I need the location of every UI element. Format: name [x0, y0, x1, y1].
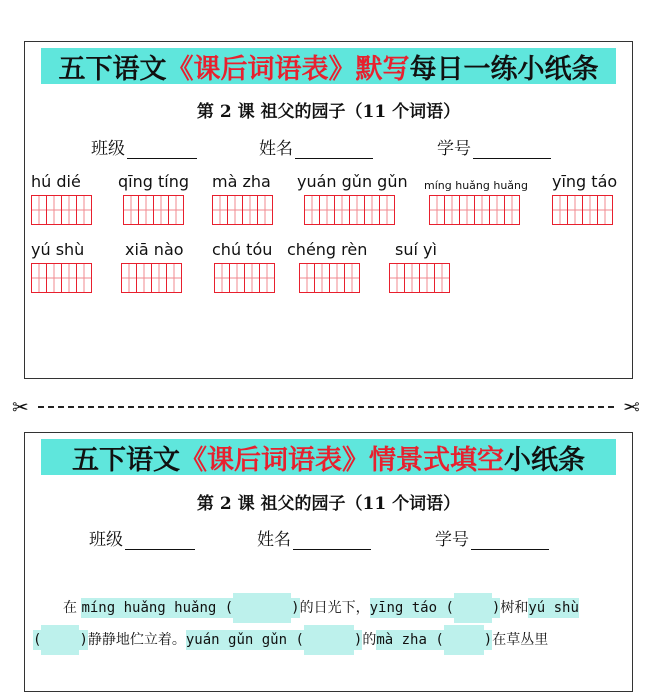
class-label: 班级: [89, 530, 123, 550]
pinyin-prompt: míng huǎng huǎng ( ): [81, 598, 299, 618]
text-segment: 静静地伫立着。: [87, 632, 186, 648]
writing-grid[interactable]: [31, 195, 91, 225]
fill-in-card: [24, 432, 633, 692]
lesson-subtitle: 第 2 课 祖父的园子（11 个词语）: [196, 494, 461, 514]
class-field[interactable]: [89, 525, 195, 550]
class-field[interactable]: [91, 134, 197, 159]
writing-grid[interactable]: [429, 195, 528, 225]
word-entry: [31, 173, 91, 225]
pinyin-label: yīng táo: [552, 172, 618, 191]
text-segment: 的日光下，: [299, 600, 370, 616]
dictation-card: [24, 41, 633, 379]
word-entry: [212, 173, 272, 225]
student-id-label: 学号: [435, 530, 469, 550]
card-title: [41, 48, 616, 84]
writing-grid[interactable]: [552, 195, 617, 225]
name-field[interactable]: [259, 134, 373, 159]
student-id-label: 学号: [437, 139, 471, 159]
name-field[interactable]: [257, 525, 371, 550]
writing-grid[interactable]: [212, 195, 272, 225]
lesson-subtitle: 第 2 课 祖父的园子（11 个词语）: [196, 102, 461, 122]
pinyin-label: chú tóu: [212, 240, 273, 259]
pinyin-prompt: yīng táo ( ): [370, 598, 501, 618]
writing-grid[interactable]: [299, 263, 367, 293]
pinyin-prompt: yuán gǔn gǔn ( ): [186, 630, 362, 650]
title-book: 《课后词语表》: [166, 53, 356, 85]
writing-grid[interactable]: [31, 263, 91, 293]
answer-blank[interactable]: [233, 593, 291, 623]
pinyin-label: chéng rèn: [287, 240, 368, 259]
class-label: 班级: [91, 139, 125, 159]
pinyin-label: xiā nào: [125, 240, 184, 259]
pinyin-prompt: mà zha ( ): [376, 630, 492, 650]
word-entry: [287, 241, 367, 293]
text-segment: 在草丛里: [492, 632, 549, 648]
answer-blank[interactable]: [41, 625, 79, 655]
pinyin-prompt: yú shù: [528, 600, 579, 616]
title-book: 《课后词语表》: [180, 444, 369, 476]
pinyin-prompt: ( ): [33, 630, 88, 650]
writing-grid[interactable]: [389, 263, 449, 293]
text-segment: 树和: [500, 600, 529, 616]
text-segment: 的: [362, 632, 377, 648]
name-label: 姓名: [259, 139, 293, 159]
word-entry: [389, 241, 449, 293]
pinyin-label: yú shù: [31, 240, 85, 259]
student-id-field[interactable]: [437, 134, 551, 159]
title-task: 默写: [355, 53, 410, 85]
word-entry: [31, 241, 91, 293]
title-suffix: 每日一练小纸条: [409, 53, 599, 85]
pinyin-label: suí yì: [395, 240, 437, 259]
word-entry: [297, 173, 408, 225]
word-entry: [212, 241, 274, 293]
writing-grid[interactable]: [304, 195, 408, 225]
word-entry: [424, 173, 528, 225]
pinyin-label: yuán gǔn gǔn: [297, 172, 408, 191]
title-suffix: 小纸条: [504, 444, 585, 476]
dashed-divider: [38, 406, 614, 408]
word-entry: [118, 173, 189, 225]
pinyin-label: mà zha: [212, 172, 271, 191]
writing-grid[interactable]: [121, 263, 184, 293]
scissors-icon: ✂: [12, 395, 29, 419]
pinyin-label: hú dié: [31, 172, 81, 191]
scissors-icon: ✂: [623, 395, 640, 419]
answer-blank[interactable]: [454, 593, 492, 623]
scenario-paragraph: [33, 593, 624, 623]
word-entry: [125, 241, 184, 293]
title-task: 情景式填空: [369, 444, 504, 476]
name-label: 姓名: [257, 530, 291, 550]
pinyin-label: míng huǎng huǎng: [424, 179, 528, 192]
writing-grid[interactable]: [214, 263, 274, 293]
text-segment: 在: [63, 600, 77, 616]
card-title: [41, 439, 616, 475]
student-id-field[interactable]: [435, 525, 549, 550]
pinyin-label: qīng tíng: [118, 172, 189, 191]
answer-blank[interactable]: [304, 625, 354, 655]
answer-blank[interactable]: [444, 625, 484, 655]
writing-grid[interactable]: [123, 195, 189, 225]
title-grade: 五下语文: [72, 444, 180, 476]
cut-line: [12, 396, 640, 418]
title-grade: 五下语文: [58, 53, 167, 85]
word-entry: [552, 173, 617, 225]
scenario-paragraph-line: [33, 625, 624, 655]
